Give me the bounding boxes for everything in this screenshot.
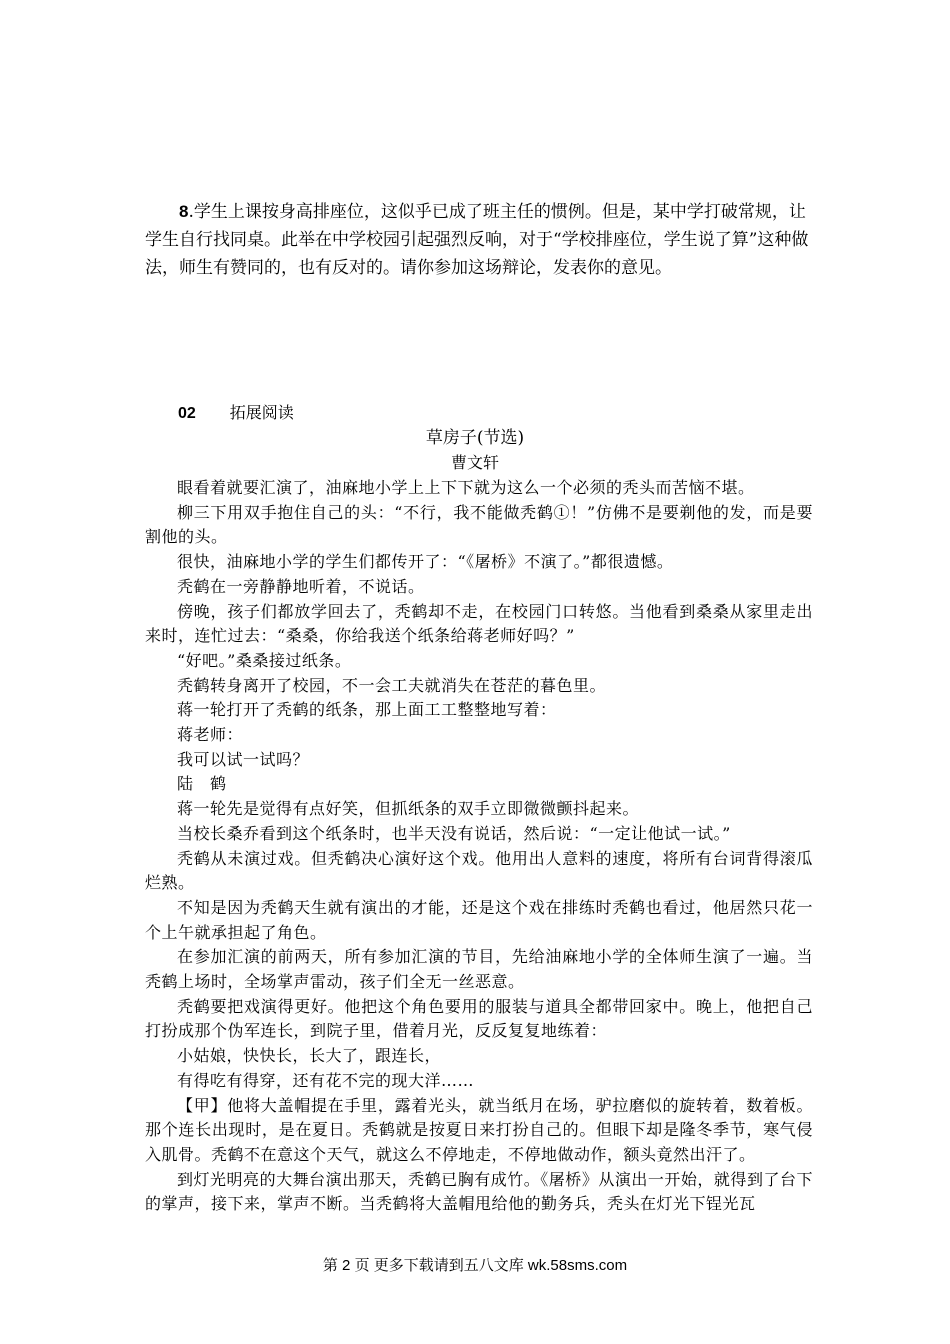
paragraph: 有得吃有得穿，还有花不完的现大洋…… (177, 1070, 475, 1090)
question-text: .学生上课按身高排座位，这似乎已成了班主任的惯例。但是，某中学打破常规，让学生自行找同桌。此举在中学校园引起强烈反响，对于“学校排座位，学生说了算”这种做法，师生有赞同的，也有反对的。请你参加这场辩论，发表你的意见。 (145, 202, 809, 278)
paragraph: 蒋一轮先是觉得有点好笑，但抓纸条的双手立即微微颤抖起来。 (177, 799, 640, 819)
paragraph: 秃鹤从未演过戏。但秃鹤决心演好这个戏。他用出人意料的速度，将所有台词背得滚瓜烂熟。 (145, 848, 813, 893)
paragraph: 秃鹤在一旁静静地听着，不说话。 (177, 576, 425, 596)
page-footer: 第 2 页 更多下载请到五八文库 wk.58sms.com (322, 1257, 628, 1274)
question-number: 8 (179, 202, 189, 221)
paragraph: 眼看着就要汇演了，油麻地小学上上下下就为这么一个必须的秃头而苦恼不堪。 (177, 478, 755, 497)
section-heading (178, 400, 294, 423)
section-title: 拓展阅读 (229, 403, 294, 422)
paragraph: 到灯光明亮的大舞台演出那天，秃鹤已胸有成竹。《屠桥》从演出一开始，就得到了台下的掌声，接下来，掌声不断。当秃鹤将大盖帽甩给他的勤务兵，秃头在灯光下锃光瓦 (145, 1169, 813, 1214)
article-body (145, 476, 813, 1217)
paragraph: “好吧。”桑桑接过纸条。 (177, 650, 352, 670)
paragraph: 柳三下用双手抱住自己的头：“不行，我不能做秃鹤①！”仿佛不是要剃他的发，而是要割他的头。 (145, 502, 813, 547)
paragraph: 不知是因为秃鹤天生就有演出的才能，还是这个戏在排练时秃鹤也看过，他居然只花一个上午就承担起了角色。 (145, 897, 813, 942)
paragraph: 傍晚，孩子们都放学回去了，秃鹤却不走，在校园门口转悠。当他看到桑桑从家里走出来时，连忙过去：“桑桑，你给我送个纸条给蒋老师好吗？” (145, 601, 813, 646)
paragraph: 秃鹤要把戏演得更好。他把这个角色要用的服装与道具全都带回家中。晚上，他把自己打扮成那个伪军连长，到院子里，借着月光，反反复复地练着： (145, 996, 813, 1041)
paragraph: 秃鹤转身离开了校园，不一会工夫就消失在苍茫的暮色里。 (177, 675, 607, 695)
paragraph: 蒋老师： (177, 725, 244, 745)
paragraph: 小姑娘，快快长，长大了，跟连长， (177, 1046, 442, 1066)
article-author: 曹文轩 (450, 453, 499, 472)
paragraph: 在参加汇演的前两天，所有参加汇演的节目，先给油麻地小学的全体师生演了一遍。当秃鹤上场时，全场掌声雷动，孩子们全无一丝恶意。 (145, 947, 813, 992)
paragraph: 陆 鹤 (177, 774, 227, 794)
paragraph: 当校长桑乔看到这个纸条时，也半天没有说话，然后说：“一定让他试一试。” (177, 823, 731, 843)
paragraph: 蒋一轮打开了秃鹤的纸条，那上面工工整整地写着： (177, 700, 557, 720)
question-8 (145, 198, 813, 282)
section-number: 02 (178, 405, 196, 422)
paragraph: 我可以试一试吗？ (177, 749, 310, 769)
paragraph: 很快，油麻地小学的学生们都传开了：“《屠桥》不演了。”都很遗憾。 (177, 552, 674, 572)
paragraph: 【甲】他将大盖帽提在手里，露着光头，就当纸月在场，驴拉磨似的旋转着，数着板。那个连长出现时，是在夏日。秃鹤就是按夏日来打扮自己的。但眼下却是隆冬季节，寒气侵入肌骨。秃鹤不在意这个天气，就这么不停地走，不停地做动作，额头竟然出汗了。 (145, 1095, 813, 1164)
article-title: 草房子(节选) (425, 428, 525, 448)
